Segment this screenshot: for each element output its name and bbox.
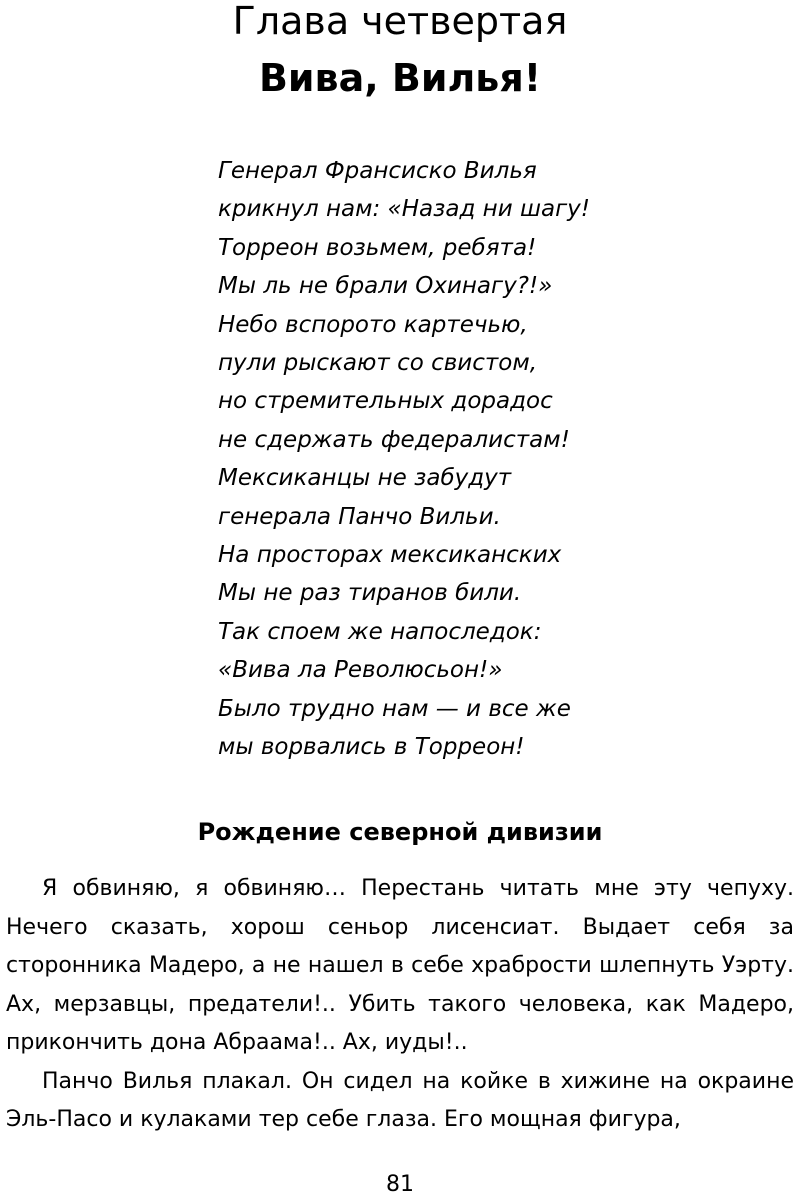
- epigraph-poem: [218, 152, 778, 767]
- poem-line: Мы не раз тиранов били.: [218, 580, 522, 607]
- poem-line: Было трудно нам — и все же: [218, 695, 571, 722]
- poem-line: пули рыскают со свистом,: [218, 350, 538, 377]
- page-number: 81: [386, 1172, 414, 1197]
- poem-line: Торреон возьмем, ребята!: [218, 234, 537, 261]
- poem-line: крикнул нам: «Назад ни шагу!: [218, 196, 591, 223]
- chapter-title: Вива, Вилья!: [258, 56, 542, 100]
- poem-line: Так споем же напоследок:: [218, 618, 542, 645]
- poem-line: «Вива ла Революсьон!»: [218, 657, 503, 684]
- paragraph: Панчо Вилья плакал. Он сидел на койке в хижине на окраине Эль-Пасо и кулаками тер себе глаза. Его мощная фигура,: [6, 1068, 794, 1132]
- poem-line: На просторах мексиканских: [218, 542, 562, 569]
- poem-line: не сдержать федералистам!: [218, 426, 570, 453]
- paragraph: Я обвиняю, я обвиняю… Перестань читать мне эту чепуху. Нечего сказать, хорош сеньор лисенсиат. Выдает себя за сторонника Мадеро, а не нашел в себе храбрости шлепнуть Уэрту. Ах, мерзавцы, предатели!.. Убить такого человека, как Мадеро, прикончить дона Абраама!.. Ах, иуды!..: [6, 876, 794, 1055]
- poem-line: Мексиканцы не забудут: [218, 465, 512, 492]
- poem-line: но стремительных дорадос: [218, 388, 553, 415]
- poem-line: генерала Панчо Вильи.: [218, 503, 501, 530]
- body-text: [6, 870, 794, 1140]
- poem-line: мы ворвались в Торреон!: [218, 734, 525, 761]
- poem-line: Генерал Франсиско Вилья: [218, 158, 537, 184]
- chapter-number: Глава четвертая: [232, 0, 568, 43]
- poem-line: Небо вспорото картечью,: [218, 311, 528, 338]
- section-heading: Рождение северной дивизии: [197, 818, 603, 846]
- poem-line: Мы ль не брали Охинагу?!»: [218, 273, 553, 300]
